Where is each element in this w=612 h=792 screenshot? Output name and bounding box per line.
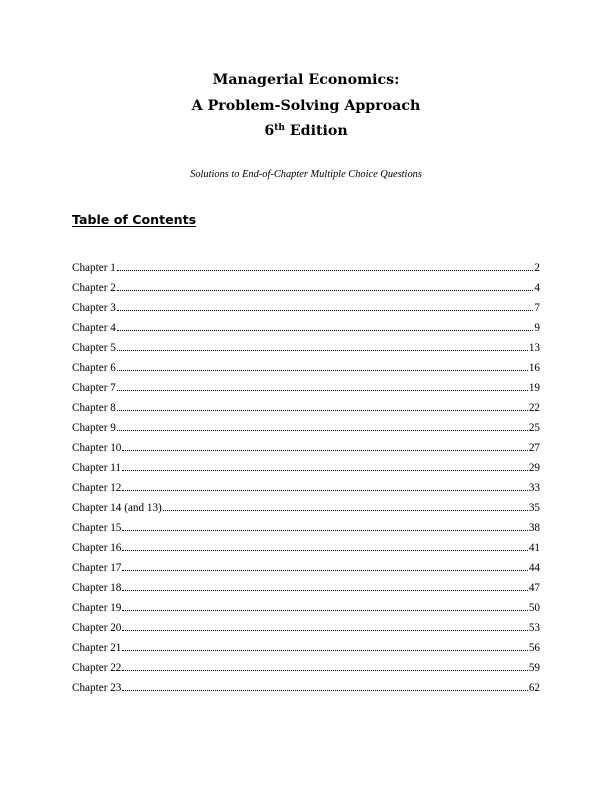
toc-entry-page-number: 35: [528, 502, 540, 514]
toc-dot-leader: [122, 569, 527, 571]
toc-entry-label: Chapter 4: [72, 322, 116, 334]
toc-entry-label: Chapter 2: [72, 282, 116, 294]
toc-entry-label: Chapter 20: [72, 622, 122, 634]
toc-entry-page-number: 29: [528, 462, 540, 474]
toc-dot-leader: [117, 389, 528, 391]
toc-dot-leader: [122, 589, 527, 591]
toc-entry-page-number: 47: [528, 582, 540, 594]
toc-entry-label: Chapter 8: [72, 402, 116, 414]
toc-dot-leader: [117, 329, 534, 331]
toc-entry-label: Chapter 6: [72, 362, 116, 374]
toc-entry-label: Chapter 16: [72, 542, 122, 554]
toc-dot-leader: [122, 669, 527, 671]
toc-dot-leader: [117, 349, 528, 351]
toc-entry[interactable]: [72, 341, 540, 361]
toc-entry-label: Chapter 14 (and 13): [72, 502, 162, 514]
toc-entry[interactable]: [72, 581, 540, 601]
toc-entry-label: Chapter 15: [72, 522, 122, 534]
toc-entry-label: Chapter 22: [72, 662, 122, 674]
toc-entry-page-number: 38: [528, 522, 540, 534]
toc-entry[interactable]: [72, 361, 540, 381]
toc-entry-label: Chapter 11: [72, 462, 121, 474]
toc-entry-label: Chapter 9: [72, 422, 116, 434]
toc-entry-page-number: 16: [528, 362, 540, 374]
toc-entry-page-number: 62: [528, 682, 540, 694]
toc-entry[interactable]: [72, 461, 540, 481]
toc-entry-label: Chapter 21: [72, 642, 122, 654]
toc-entry-label: Chapter 1: [72, 262, 116, 274]
toc-entry-page-number: 50: [528, 602, 540, 614]
toc-entry[interactable]: [72, 621, 540, 641]
toc-entry[interactable]: [72, 401, 540, 421]
toc-entry[interactable]: [72, 301, 540, 321]
edition-label: Edition: [284, 123, 348, 139]
toc-entry-page-number: 7: [534, 302, 540, 314]
toc-dot-leader: [117, 429, 528, 431]
toc-entry-label: Chapter 19: [72, 602, 122, 614]
toc-entry[interactable]: [72, 521, 540, 541]
toc-entry[interactable]: [72, 561, 540, 581]
title-line-2: A Problem-Solving Approach: [191, 97, 421, 114]
toc-dot-leader: [122, 469, 528, 471]
toc-entry-label: Chapter 5: [72, 342, 116, 354]
toc-entry-page-number: 9: [534, 322, 540, 334]
title-line-3: [0, 121, 612, 147]
toc-dot-leader: [163, 509, 528, 511]
toc-entry-label: Chapter 3: [72, 302, 116, 314]
toc-entry-label: Chapter 17: [72, 562, 122, 574]
toc-entry-label: Chapter 7: [72, 382, 116, 394]
toc-dot-leader: [122, 549, 527, 551]
toc-dot-leader: [117, 269, 534, 271]
toc-entry-page-number: 2: [534, 262, 540, 274]
toc-dot-leader: [117, 409, 528, 411]
toc-entry[interactable]: [72, 441, 540, 461]
toc-entry[interactable]: [72, 601, 540, 621]
toc-dot-leader: [117, 289, 534, 291]
toc-entry[interactable]: [72, 381, 540, 401]
edition-superscript: th: [274, 123, 285, 133]
toc-entry[interactable]: [72, 661, 540, 681]
toc-dot-leader: [122, 609, 527, 611]
title-line-1: Managerial Economics:: [212, 72, 400, 88]
toc-dot-leader: [122, 529, 527, 531]
toc-entry[interactable]: [72, 421, 540, 441]
toc-entry-label: Chapter 18: [72, 582, 122, 594]
toc-entry-page-number: 19: [528, 382, 540, 394]
toc-entry[interactable]: [72, 321, 540, 341]
toc-dot-leader: [122, 449, 527, 451]
document-subtitle: Solutions to End-of-Chapter Multiple Choice Questions: [190, 169, 422, 180]
toc-dot-leader: [122, 489, 527, 491]
toc-dot-leader: [117, 369, 528, 371]
toc-entry-page-number: 13: [528, 342, 540, 354]
toc-entry[interactable]: [72, 481, 540, 501]
toc-entry-page-number: 56: [528, 642, 540, 654]
toc-entry-page-number: 59: [528, 662, 540, 674]
table-of-contents: [72, 261, 540, 701]
toc-entry[interactable]: [72, 261, 540, 281]
toc-entry-page-number: 4: [534, 282, 540, 294]
toc-dot-leader: [122, 629, 527, 631]
toc-entry-page-number: 22: [528, 402, 540, 414]
toc-entry[interactable]: [72, 501, 540, 521]
toc-entry[interactable]: [72, 541, 540, 561]
toc-heading: Table of Contents: [72, 212, 197, 227]
document-title: [0, 70, 612, 147]
toc-entry[interactable]: [72, 681, 540, 701]
edition-number: 6: [264, 123, 275, 139]
toc-entry[interactable]: [72, 281, 540, 301]
toc-dot-leader: [117, 309, 534, 311]
toc-entry-page-number: 53: [528, 622, 540, 634]
toc-entry[interactable]: [72, 641, 540, 661]
toc-entry-page-number: 44: [528, 562, 540, 574]
toc-entry-page-number: 25: [528, 422, 540, 434]
toc-entry-label: Chapter 10: [72, 442, 122, 454]
toc-entry-label: Chapter 23: [72, 682, 122, 694]
toc-dot-leader: [122, 689, 527, 691]
toc-entry-page-number: 27: [528, 442, 540, 454]
toc-entry-page-number: 33: [528, 482, 540, 494]
toc-dot-leader: [122, 649, 527, 651]
toc-entry-page-number: 41: [528, 542, 540, 554]
toc-entry-label: Chapter 12: [72, 482, 122, 494]
